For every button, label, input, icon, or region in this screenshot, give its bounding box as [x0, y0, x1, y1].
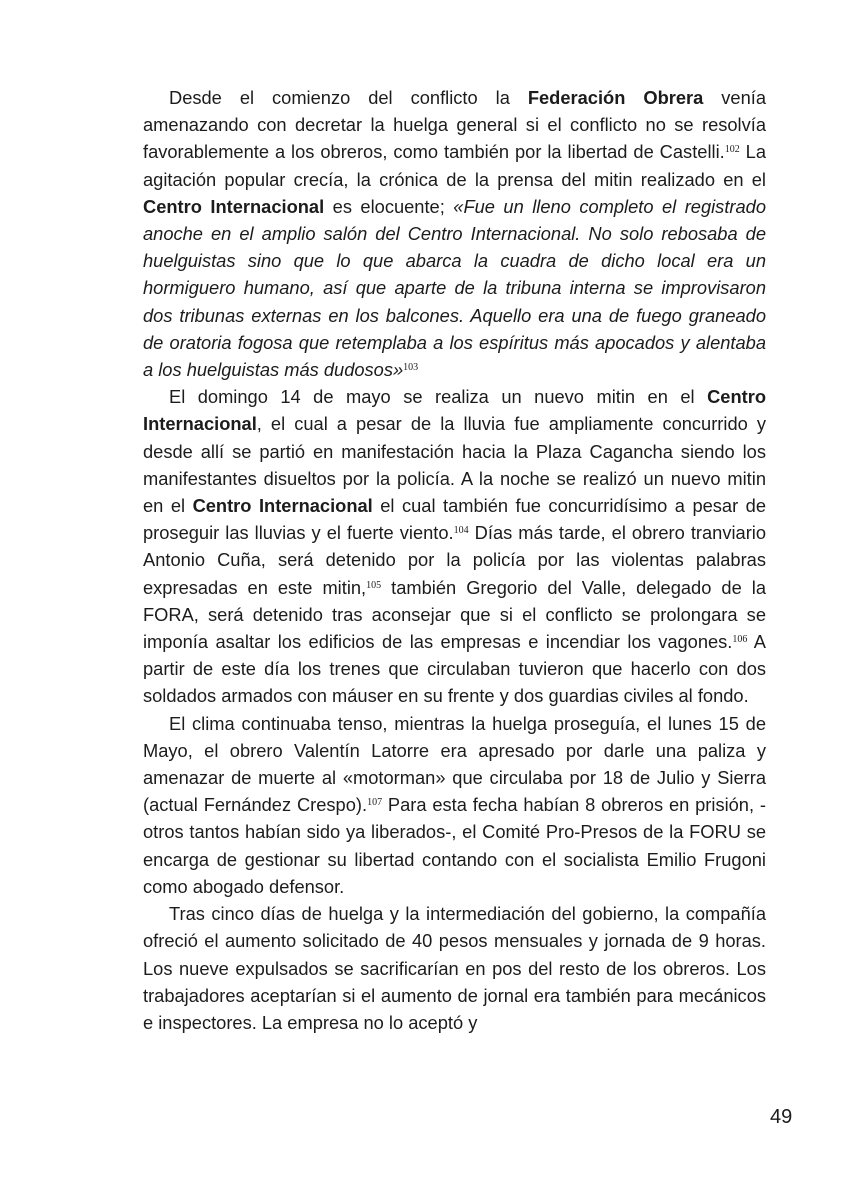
page-number: 49: [770, 1106, 793, 1128]
bold-term: Centro Internacional: [192, 495, 373, 517]
text-run: es elocuente;: [324, 195, 454, 217]
text-run: venía amenazando con decretar la huelga general si el conflicto no se resolvía favorablemente a los obreros, como también por la libertad de Castelli.: [143, 87, 766, 163]
text-run: El domingo 14 de mayo se realiza un nuevo mitin en el: [169, 386, 708, 408]
text-run: Desde el comienzo del conflicto la: [169, 87, 528, 108]
footnote-ref: 104: [453, 525, 469, 537]
paragraph-4: [143, 900, 766, 1036]
text-run: el cual también fue concurridísimo a pesar de proseguir las lluvias y el fuerte viento.: [143, 495, 767, 544]
footnote-ref: 102: [724, 144, 740, 156]
text-run: Para esta fecha habían 8 obreros en prisión, -otros tantos habían sido ya liberados-, el Comité Pro-Presos de la FORU se encarga de gestionar su libertad contando con el socialista Emilio Frugoni como abogado defensor.: [143, 794, 766, 897]
bold-term: Centro Internacional: [143, 195, 325, 217]
text-run: A partir de este día los trenes que circulaban tuvieron que hacerlo con dos soldados armados con máuser en su frente y dos guardias civiles al fondo.: [143, 631, 766, 707]
bold-term: Centro Internacional: [143, 386, 766, 435]
bold-term: Federación Obrera: [527, 87, 704, 108]
text-run: Tras cinco días de huelga y la intermediación del gobierno, la compañía ofreció el aumento solicitado de 40 pesos mensuales y jornada de 9 horas. Los nueve expulsados se sacrificarían en pos del resto de los obreros. Los trabajadores aceptarían si el aumento de jornal era también para mecánicos e inspectores. La empresa no lo aceptó y: [143, 903, 766, 1033]
paragraph-3: [143, 710, 766, 900]
footnote-ref: 105: [366, 579, 382, 591]
text-run: Días más tarde, el obrero tranviario Antonio Cuña, será detenido por la policía por las violentas palabras expresadas en este mitin,: [143, 522, 767, 598]
text-run: , el cual a pesar de la lluvia fue ampliamente concurrido y desde allí se partió en manifestación hacia la Plaza Cagancha siendo los manifestantes disueltos por la policía. A la noche se realizó un nuevo mitin en el: [143, 413, 766, 517]
paragraph-1: [143, 84, 766, 383]
text-run: El clima continuaba tenso, mientras la huelga proseguía, el lunes 15 de Mayo, el obrero Valentín Latorre era apresado por darle una paliza y amenazar de muerte al «motorman» que circulaba por 18 de Julio y Sierra (actual Fernández Crespo).: [143, 712, 766, 816]
footnote-ref: 103: [403, 362, 419, 374]
paragraph-2: [143, 383, 766, 709]
footnote-ref: 106: [732, 634, 748, 646]
quotation: «Fue un lleno completo el registrado anoche en el amplio salón del Centro Internacional. No solo rebosaba de huelguistas sino que lo que abarca la cuadra de dicho local era un hormiguero humano, así que aparte de la tribuna interna se improvisaron dos tribunas externas en los balcones. Aquello era una de fuego graneado de oratoria fogosa que retemplaba a los espíritus más apocados y alentaba a los huelguistas más dudosos»: [143, 195, 766, 381]
text-run: también Gregorio del Valle, delegado de la FORA, será detenido tras aconsejar que si el conflicto se prolongara se imponía asaltar los edificios de las empresas e incendiar los vagones.: [143, 576, 766, 653]
text-run: La agitación popular crecía, la crónica de la prensa del mitin realizado en el: [143, 141, 766, 190]
body-text: [143, 84, 766, 1036]
footnote-ref: 107: [367, 797, 383, 809]
